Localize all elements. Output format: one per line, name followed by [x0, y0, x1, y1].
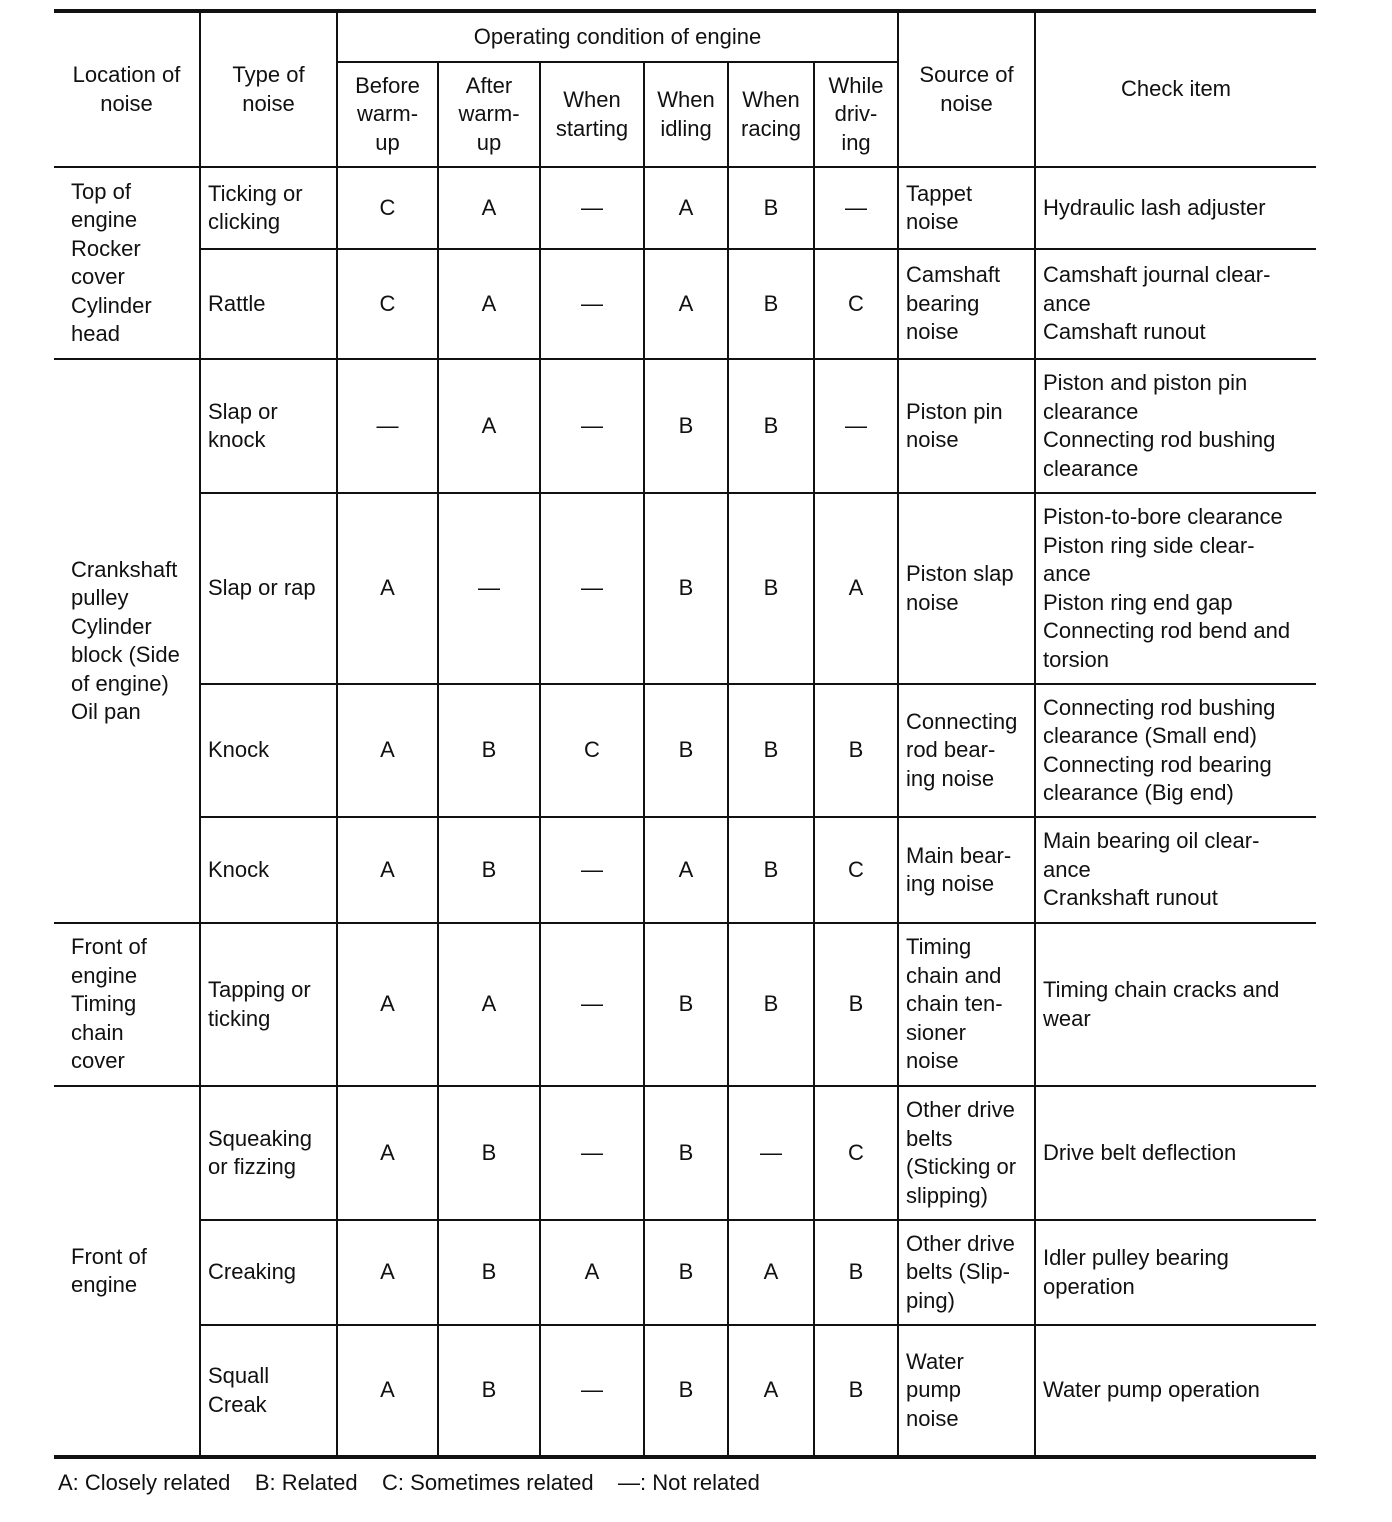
- table-row: [54, 923, 1316, 1086]
- header-location: Location of noise: [54, 11, 200, 167]
- header-condition-before-warmup: Before warm- up: [337, 62, 438, 167]
- rating-cell: —: [728, 1086, 814, 1220]
- rating-cell: B: [728, 359, 814, 493]
- table-row: [54, 1220, 1316, 1325]
- rating-cell: B: [728, 493, 814, 684]
- noise-type-cell: Slap or rap: [200, 493, 337, 684]
- table-row: [54, 249, 1316, 359]
- rating-cell: A: [337, 684, 438, 817]
- table-row: [54, 1325, 1316, 1457]
- rating-cell: —: [438, 493, 540, 684]
- rating-cell: B: [814, 923, 898, 1086]
- rating-cell: B: [728, 923, 814, 1086]
- rating-cell: B: [644, 1325, 728, 1457]
- rating-cell: B: [728, 249, 814, 359]
- check-item-cell: Timing chain cracks and wear: [1035, 923, 1316, 1086]
- rating-cell: —: [540, 493, 644, 684]
- table-body: [54, 167, 1316, 1457]
- rating-cell: B: [438, 817, 540, 923]
- table-row: [54, 493, 1316, 684]
- check-item-cell: Hydraulic lash adjuster: [1035, 167, 1316, 249]
- check-item-cell: Connecting rod bushing clearance (Small end) Connecting rod bearing clearance (Big end): [1035, 684, 1316, 817]
- rating-cell: —: [540, 1086, 644, 1220]
- rating-cell: B: [728, 167, 814, 249]
- header-check-item: Check item: [1035, 11, 1316, 167]
- header-condition-when-racing: When racing: [728, 62, 814, 167]
- rating-cell: A: [337, 493, 438, 684]
- rating-cell: B: [438, 1086, 540, 1220]
- header-condition-when-starting: When starting: [540, 62, 644, 167]
- noise-type-cell: Knock: [200, 817, 337, 923]
- noise-type-cell: Rattle: [200, 249, 337, 359]
- engine-noise-diagnosis-table: [54, 9, 1316, 1459]
- noise-type-cell: Squall Creak: [200, 1325, 337, 1457]
- rating-cell: A: [644, 817, 728, 923]
- rating-cell: —: [814, 167, 898, 249]
- noise-source-cell: Piston slap noise: [898, 493, 1035, 684]
- check-item-cell: Piston-to-bore clearance Piston ring side clear- ance Piston ring end gap Connecting rod bend and torsion: [1035, 493, 1316, 684]
- noise-source-cell: Timing chain and chain ten- sioner noise: [898, 923, 1035, 1086]
- rating-cell: A: [337, 817, 438, 923]
- rating-cell: A: [337, 1325, 438, 1457]
- rating-cell: B: [814, 1220, 898, 1325]
- rating-cell: B: [644, 1086, 728, 1220]
- rating-cell: B: [814, 1325, 898, 1457]
- rating-cell: B: [644, 1220, 728, 1325]
- noise-type-cell: Ticking or clicking: [200, 167, 337, 249]
- header-source: Source of noise: [898, 11, 1035, 167]
- rating-cell: A: [337, 1220, 438, 1325]
- rating-cell: —: [540, 1325, 644, 1457]
- rating-cell: A: [438, 167, 540, 249]
- rating-cell: —: [814, 359, 898, 493]
- rating-cell: A: [728, 1325, 814, 1457]
- header-condition-while-driving: While driv- ing: [814, 62, 898, 167]
- noise-source-cell: Other drive belts (Slip- ping): [898, 1220, 1035, 1325]
- noise-source-cell: Connecting rod bear- ing noise: [898, 684, 1035, 817]
- table-row: [54, 817, 1316, 923]
- table-row: [54, 684, 1316, 817]
- noise-source-cell: Tappet noise: [898, 167, 1035, 249]
- location-cell: Front of engine Timing chain cover: [54, 923, 200, 1086]
- rating-cell: A: [438, 249, 540, 359]
- noise-type-cell: Knock: [200, 684, 337, 817]
- check-item-cell: Main bearing oil clear- ance Crankshaft runout: [1035, 817, 1316, 923]
- table-row: [54, 167, 1316, 249]
- rating-cell: A: [814, 493, 898, 684]
- rating-cell: A: [644, 249, 728, 359]
- noise-type-cell: Creaking: [200, 1220, 337, 1325]
- noise-source-cell: Water pump noise: [898, 1325, 1035, 1457]
- noise-type-cell: Slap or knock: [200, 359, 337, 493]
- check-item-cell: Water pump operation: [1035, 1325, 1316, 1457]
- header-type: Type of noise: [200, 11, 337, 167]
- rating-cell: B: [644, 493, 728, 684]
- rating-cell: —: [540, 249, 644, 359]
- rating-cell: B: [644, 923, 728, 1086]
- noise-type-cell: Squeaking or fizzing: [200, 1086, 337, 1220]
- rating-cell: —: [540, 359, 644, 493]
- rating-cell: —: [540, 167, 644, 249]
- location-cell: Crankshaft pulley Cylinder block (Side of engine) Oil pan: [54, 359, 200, 923]
- rating-cell: —: [337, 359, 438, 493]
- rating-cell: B: [728, 684, 814, 817]
- header-condition-when-idling: When idling: [644, 62, 728, 167]
- rating-cell: A: [438, 359, 540, 493]
- check-item-cell: Camshaft journal clear- ance Camshaft runout: [1035, 249, 1316, 359]
- rating-cell: A: [337, 1086, 438, 1220]
- rating-cell: A: [540, 1220, 644, 1325]
- rating-cell: —: [540, 817, 644, 923]
- rating-cell: C: [814, 249, 898, 359]
- rating-cell: B: [814, 684, 898, 817]
- rating-cell: C: [814, 817, 898, 923]
- rating-cell: A: [337, 923, 438, 1086]
- rating-cell: A: [644, 167, 728, 249]
- noise-source-cell: Camshaft bearing noise: [898, 249, 1035, 359]
- noise-source-cell: Other drive belts (Sticking or slipping): [898, 1086, 1035, 1220]
- rating-cell: A: [728, 1220, 814, 1325]
- rating-cell: C: [814, 1086, 898, 1220]
- check-item-cell: Idler pulley bearing operation: [1035, 1220, 1316, 1325]
- rating-cell: B: [728, 817, 814, 923]
- noise-source-cell: Piston pin noise: [898, 359, 1035, 493]
- rating-cell: B: [438, 684, 540, 817]
- noise-type-cell: Tapping or ticking: [200, 923, 337, 1086]
- table-row: [54, 1086, 1316, 1220]
- location-cell: Front of engine: [54, 1086, 200, 1457]
- table-row: [54, 359, 1316, 493]
- header-operating-condition: Operating condition of engine: [337, 11, 898, 62]
- noise-source-cell: Main bear- ing noise: [898, 817, 1035, 923]
- rating-cell: C: [337, 249, 438, 359]
- rating-cell: C: [540, 684, 644, 817]
- rating-cell: A: [438, 923, 540, 1086]
- rating-cell: —: [540, 923, 644, 1086]
- location-cell: Top of engine Rocker cover Cylinder head: [54, 167, 200, 359]
- rating-cell: B: [644, 684, 728, 817]
- check-item-cell: Drive belt deflection: [1035, 1086, 1316, 1220]
- rating-cell: B: [438, 1325, 540, 1457]
- rating-cell: B: [438, 1220, 540, 1325]
- rating-cell: B: [644, 359, 728, 493]
- legend: A: Closely related B: Related C: Sometimes related —: Not related: [58, 1470, 760, 1495]
- rating-cell: C: [337, 167, 438, 249]
- header-condition-after-warmup: After warm- up: [438, 62, 540, 167]
- check-item-cell: Piston and piston pin clearance Connecting rod bushing clearance: [1035, 359, 1316, 493]
